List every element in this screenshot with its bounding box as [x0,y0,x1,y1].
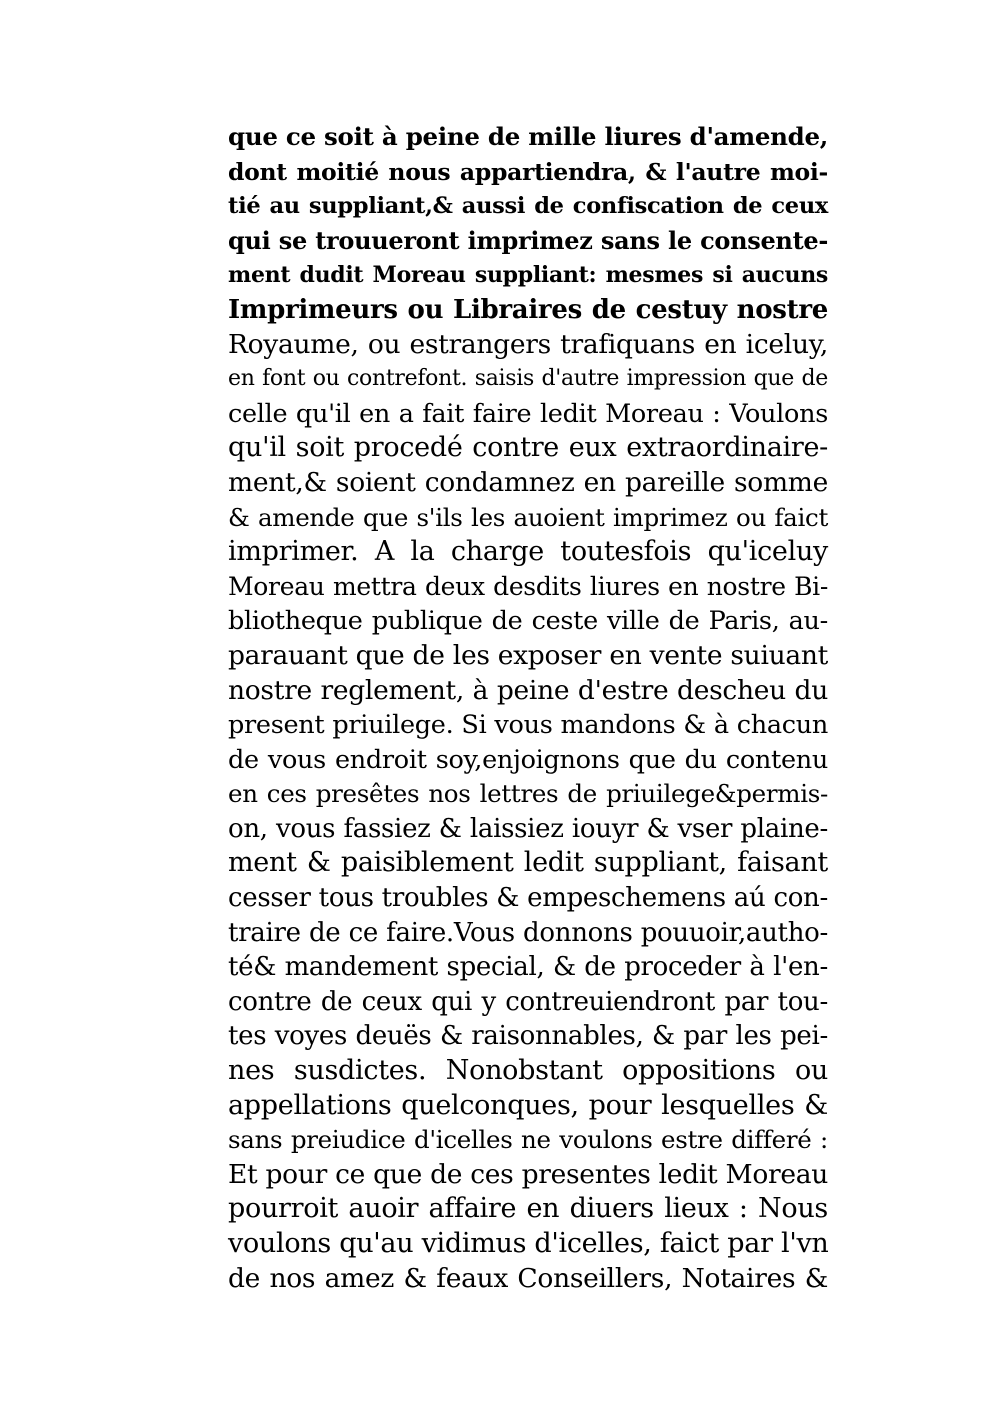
text-line: Royaume, ou estrangers trafiquans en iceluy, [228,328,828,360]
text-line: Moreau mettra deux desdits liures en nostre Bi- [228,571,828,601]
text-line: ment & paisiblement ledit suppliant, faisant [228,847,828,879]
text-line: cesser tous troubles & empeschemens aú con- [228,883,828,914]
text-line: qui se trouueront imprimez sans le consente- [228,225,828,255]
text-line: sans preiudice d'icelles ne voulons estre differé : [228,1125,828,1155]
text-line: & amende que s'ils les auoient imprimez ou faict [228,502,828,532]
text-line: Et pour ce que de ces presentes ledit Moreau [228,1158,828,1190]
text-line: parauant que de les exposer en vente suiuant [228,639,828,671]
text-line: traire de ce faire.Vous donnons pouuoir,autho- [228,917,828,948]
text-line: imprimer. A la charge toutesfois qu'iceluy [228,536,828,568]
text-line: voulons qu'au vidimus d'icelles, faict par l'vn [228,1228,829,1259]
text-line: ment dudit Moreau suppliant: mesmes si aucuns [228,262,828,289]
text-line: en font ou contrefont. saisis d'autre impression que de [228,366,828,392]
text-line: nostre reglement, à peine d'estre descheu du [228,674,828,706]
text-line: pourroit auoir affaire en diuers lieux : Nous [228,1193,828,1225]
text-line: dont moitié nous appartiendra, & l'autre moi- [228,157,828,186]
text-line: en ces presêtes nos lettres de priuilege&permis- [228,779,828,809]
text-line: de vous endroit soy,enjoignons que du contenu [228,744,828,775]
body-text [228,120,828,1296]
text-line: celle qu'il en a fait faire ledit Moreau : Voulons [228,398,828,429]
text-line: present priuilege. Si vous mandons & à chacun [228,710,828,741]
text-line: on, vous fassiez & laissiez iouyr & vser plaine- [228,813,828,844]
text-line: de nos amez & feaux Conseillers, Notaires & [228,1262,828,1294]
text-line: té& mandement special, & de proceder à l'en- [228,952,828,983]
text-line: Imprimeurs ou Libraires de cestuy nostre [228,294,828,325]
text-line: bliotheque publique de ceste ville de Paris, au- [228,606,828,637]
text-line: nes susdictes. Nonobstant oppositions ou [228,1055,828,1087]
text-line: que ce soit à peine de mille liures d'amende, [228,122,828,151]
text-line: tié au suppliant,& aussi de confiscation de ceux [228,193,828,220]
text-line: contre de ceux qui y contreuiendront par tou- [228,986,828,1017]
text-line: ment,& soient condamnez en pareille somme [228,466,828,498]
text-line: tes voyes deuës & raisonnables, & par les pei- [228,1021,828,1052]
text-line: qu'il soit procedé contre eux extraordinaire- [228,432,828,464]
text-line: appellations quelconques, pour lesquelles & [228,1089,828,1121]
